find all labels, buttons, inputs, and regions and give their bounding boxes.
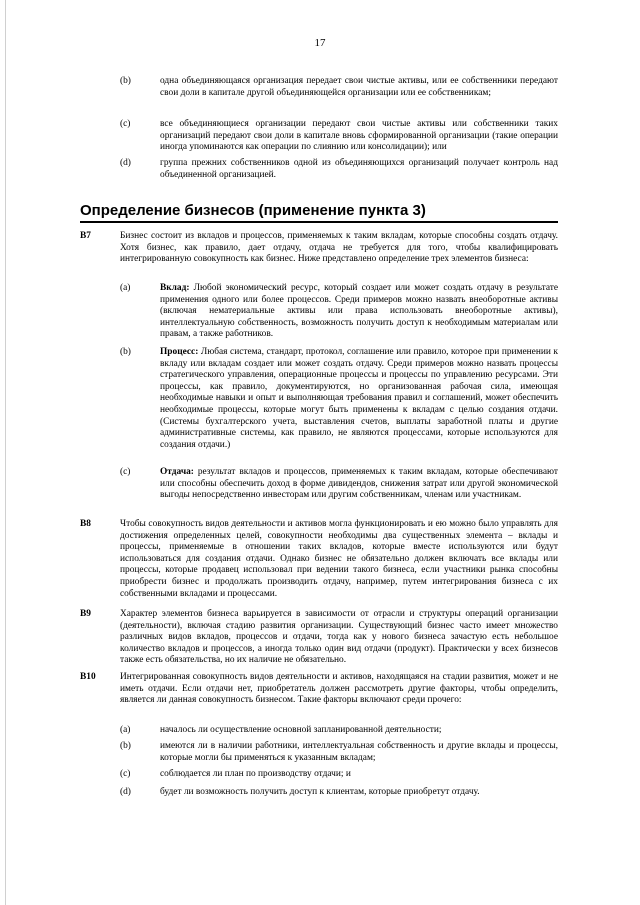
paragraph-number-b10: B10 — [80, 672, 96, 682]
item-label: (b) — [120, 76, 131, 86]
scan-edge-line — [5, 0, 6, 905]
item-text: имеются ли в наличии работники, интеллектуальная собственность и другие вклады и процессы, которые могли бы применяться к указанным вкладам; — [160, 741, 558, 763]
term-bold: Вклад: — [160, 283, 190, 293]
item-label: (c) — [120, 467, 131, 477]
item-text — [160, 467, 558, 502]
item-text — [160, 283, 558, 341]
heading-underline — [80, 221, 558, 223]
term-bold: Отдача: — [160, 467, 194, 477]
paragraph-b8-text: Чтобы совокупность видов деятельности и активов могла функционировать и ею можно было управлять для достижения определенных целей, совокупности необходимы два существенных элемента – вклады и процессы, применяемые в отношении таких вкладов, которые вместе используются или будут использоваться для создания отдачи. Однако бизнес не обязательно должен включать все вклады или процессы, которые продавец использовал при ведении такого бизнеса, если участники рынка способны приобрести бизнес и продолжать производить отдачу, например, путем интегрирования бизнеса с их собственными вкладами и процессами. — [120, 519, 558, 599]
paragraph-b10-text: Интегрированная совокупность видов деятельности и активов, находящаяся на стадии развития, может и не иметь отдачи. Если отдачи нет, приобретатель должен рассмотреть другие факторы, чтобы определить, является ли данная совокупность бизнесом. Такие факторы включают среди прочего: — [120, 672, 558, 706]
section-heading: Определение бизнесов (применение пункта 3) — [80, 202, 426, 219]
item-label: (c) — [120, 769, 131, 779]
item-text: все объединяющиеся организации передают свои чистые активы или собственники таких организаций передают свои доли в капитале вновь сформированной организации (такие операции иногда упоминаются как операции по слиянию или консолидации); или — [160, 119, 558, 153]
definition-text: результат вкладов и процессов, применяемых к таким вкладам, которые обеспечивают или способны обеспечить доход в форме дивидендов, снижения затрат или другой экономической выгоды непосредственно инвесторам или другим собственникам, членам или участникам. — [160, 467, 558, 501]
item-label: (a) — [120, 725, 131, 735]
paragraph-b7-text: Бизнес состоит из вкладов и процессов, применяемых к таким вкладам, которые способны создать отдачу. Хотя бизнес, как правило, дает отдачу, отдача не требуется для того, чтобы квалифицировать интегрированную совокупность как бизнес. Ниже представлено определение трех элементов бизнеса: — [120, 231, 558, 265]
item-text: группа прежних собственников одной из объединяющихся организаций получает контроль над объединенной организацией. — [160, 158, 558, 180]
term-bold: Процесс: — [160, 347, 199, 357]
paragraph-number-b8: B8 — [80, 519, 91, 529]
definition-text: Любой экономический ресурс, который создает или может создать отдачу в результате применения одного или более процессов. Среди примеров можно назвать внеоборотные активы (включая нематериальные активы или права использовать внеоборотные активы), интеллектуальную собственность, возможность получить доступ к необходимым материалам или правам, а также работников. — [160, 283, 558, 340]
paragraph-number-b9: B9 — [80, 609, 91, 619]
item-text: будет ли возможность получить доступ к клиентам, которые приобретут отдачу. — [160, 787, 480, 797]
item-label: (b) — [120, 741, 131, 751]
item-label: (d) — [120, 787, 131, 797]
item-text: началось ли осуществление основной запланированной деятельности; — [160, 725, 442, 735]
item-text: соблюдается ли план по производству отдачи; и — [160, 769, 351, 779]
item-label: (b) — [120, 347, 131, 357]
item-text — [160, 347, 558, 451]
paragraph-number-b7: B7 — [80, 231, 91, 241]
item-label: (d) — [120, 158, 131, 168]
item-text: одна объединяющаяся организация передает свои чистые активы, или ее собственники передают свои доли в капитале другой объединяющейся организации или ее собственникам; — [160, 76, 558, 98]
item-label: (a) — [120, 283, 131, 293]
definition-text: Любая система, стандарт, протокол, соглашение или правило, которое при применении к вкладу или вкладам создает или может создать отдачу. Среди примеров можно назвать процессы стратегического управления, операционные процессы и процессы по управлению ресурсами. Эти процессы, как правило, документируются, но организованная рабочая сила, имеющая необходимые навыки и опыт и выполняющая требования правил и соглашений, может обеспечить необходимые процессы, которые могут быть применены к вкладам с целью создания отдачи. (Системы бухгалтерского учета, выставления счетов, выплаты заработной платы и другие административные системы, как правило, не являются процессами, которые используются для создания отдачи.) — [160, 347, 558, 450]
item-label: (c) — [120, 119, 131, 129]
paragraph-b9-text: Характер элементов бизнеса варьируется в зависимости от отрасли и структуры операций организации (деятельности), включая стадию развития организации. Существующий бизнес часто имеет множество различных видов вкладов, процессов и отдачи, тогда как у нового бизнеса зачастую есть небольшое количество вкладов и процессов, а иногда только один вид отдачи (продукт). Практически у всех бизнесов также есть обязательства, но их наличие не обязательно. — [120, 609, 558, 666]
page-number: 17 — [314, 37, 326, 49]
